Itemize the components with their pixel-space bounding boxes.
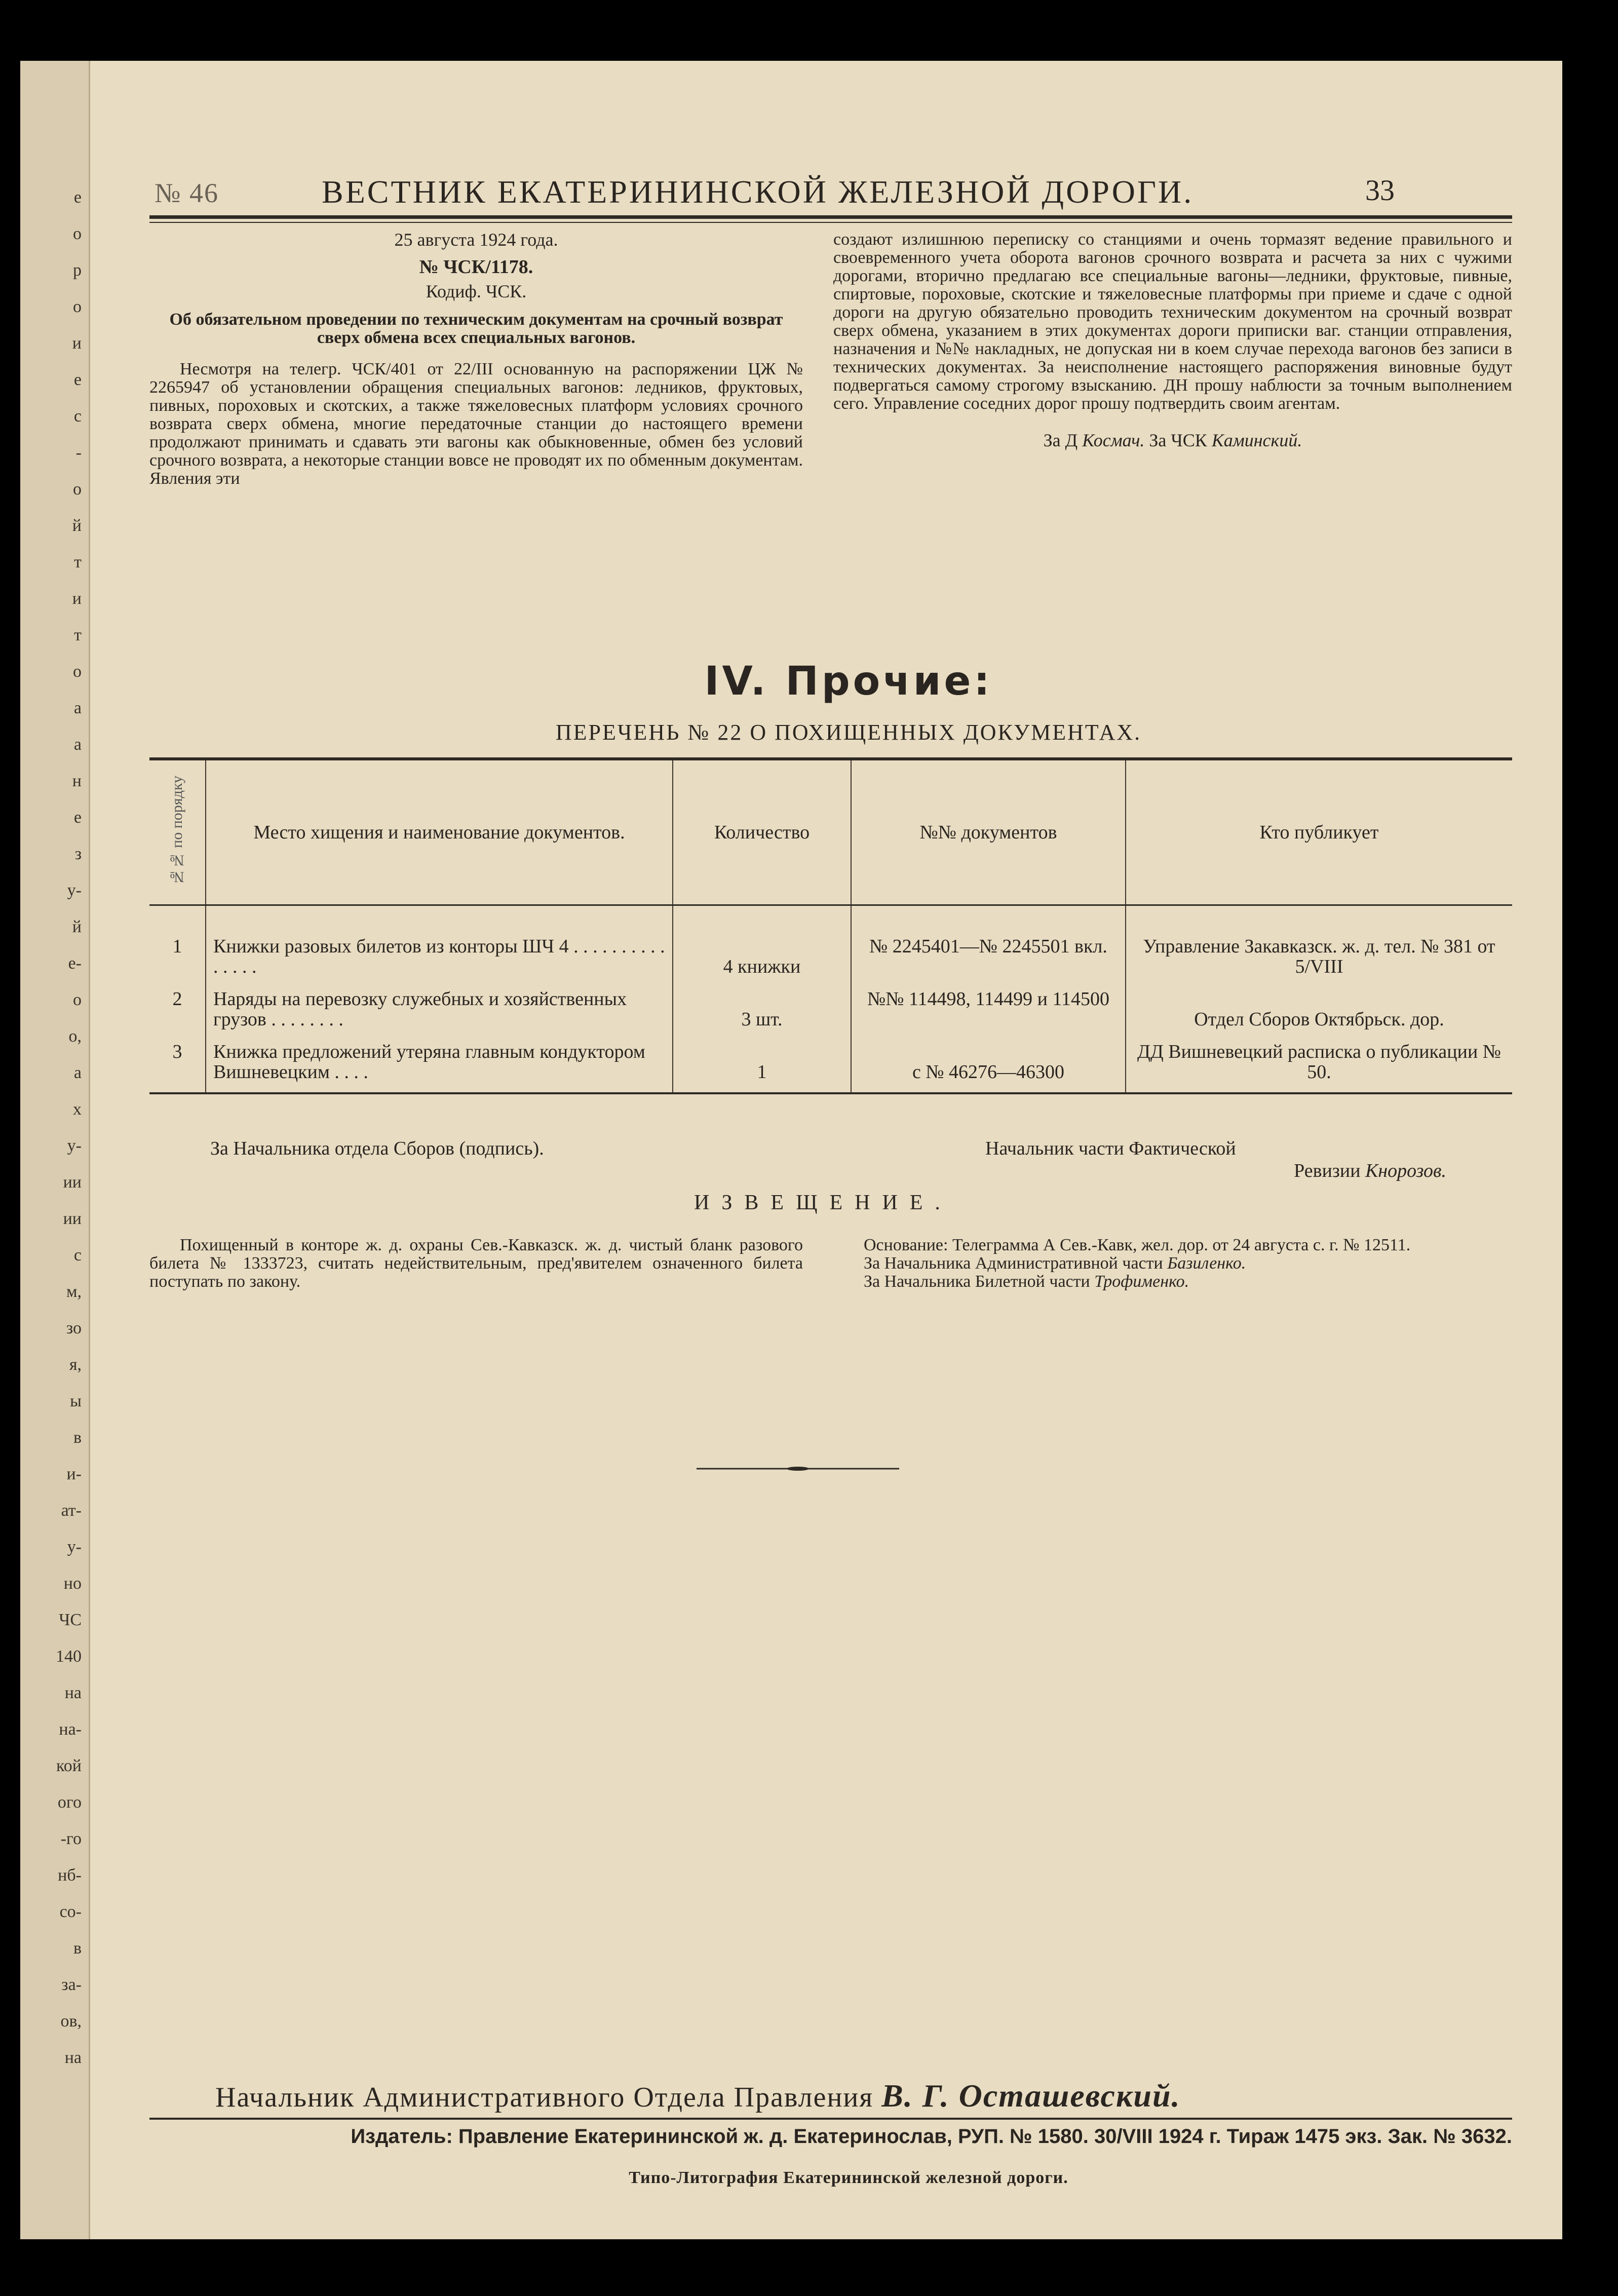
- footer-publisher: Издатель: Правление Екатерининской ж. д. Екатеринослав, РУП. № 1580. 30/VIII 1924 г. Тираж 1475 экз. Зак. № 3632.: [351, 2125, 1512, 2148]
- previous-page-fragment: й: [72, 516, 82, 535]
- notice-basis: Основание: Телеграмма А Сев.-Кавк, жел. дор. от 24 августа с. г. № 12511.: [864, 1236, 1411, 1254]
- previous-page-fragment: в: [73, 1428, 82, 1447]
- previous-page-fragment: на: [64, 1683, 82, 1702]
- previous-page-fragment: и: [72, 589, 82, 608]
- signature-right-title: Ревизии: [1294, 1160, 1361, 1181]
- notice-left-text: Похищенный в конторе ж. д. охраны Сев.-Кавказск. ж. д. чистый бланк разового билета № 1333723, считать недействительным, пред'явителем означенного билета поступать по закону.: [149, 1236, 803, 1291]
- col-header-number: №№ по порядку: [169, 776, 185, 886]
- previous-page-fragment: р: [73, 261, 82, 280]
- previous-page-fragment: зо: [66, 1319, 82, 1337]
- previous-page-fragment: м,: [66, 1282, 82, 1301]
- previous-page-fragment: у-: [67, 1538, 82, 1556]
- order-codif: Кодиф. ЧСК.: [426, 281, 527, 301]
- page-number: 33: [1365, 174, 1395, 207]
- previous-page-fragment: ат-: [61, 1501, 82, 1520]
- col-header-place: Место хищения и наименование документов.: [206, 759, 673, 905]
- scanned-page: [20, 61, 1562, 2239]
- previous-page-fragment: х: [73, 1100, 82, 1119]
- cell-number: 3: [149, 1036, 206, 1093]
- stolen-documents-table: [149, 757, 1512, 1094]
- signature-name-1: Космач.: [1082, 430, 1145, 450]
- order-body-right: создают излишнюю переписку со станциями и очень тормазят ведение правильного и своевременного учета оборота вагонов срочного возврата и расчета за них с чужими дорогами, вторично предлагаю все специальные вагоны—ледники, фруктовые, пивные, спиртовые, пороховые, скотские и тяжеловесные платформы при приеме и сдаче с одной дороги на другую обязательно проводить техническим документом на срочный возврат сверх обмена, указанием в этих документах дороги приписки ваг. станции отправления, назначения и №№ накладных, не допуская ни в коем случае перехода вагонов без записи в технических документах. За неисполнение настоящего распоряжения виновные будут подвергаться самому строгому взысканию. ДН прошу наблюсти за точным выполнением сего. Управление соседних дорог прошу подтвердить своим агентам.: [833, 230, 1512, 413]
- issue-number: № 46: [155, 178, 219, 208]
- previous-page-fragment: я,: [69, 1355, 82, 1374]
- col-header-quantity: Количество: [673, 759, 851, 905]
- previous-page-fragment: в: [73, 1939, 82, 1958]
- notice-title: ИЗВЕЩЕНИЕ.: [694, 1191, 952, 1214]
- cell-place: Книжки разовых билетов из конторы ШЧ 4 . . . . . . . . . . . . . . .: [206, 905, 673, 983]
- previous-page-fragment: а: [73, 735, 82, 754]
- cell-quantity: 1: [673, 1036, 851, 1093]
- previous-page-fragment: о,: [68, 1027, 82, 1046]
- signature-right: [970, 1137, 1446, 1182]
- col-header-publisher: Кто публикует: [1126, 759, 1512, 905]
- previous-page-fragment: кой: [56, 1756, 82, 1775]
- header-rule: [149, 215, 1512, 219]
- signature-right-line2: [970, 1160, 1446, 1182]
- cell-number: 1: [172, 936, 182, 958]
- order-left-column: [149, 231, 803, 488]
- page-sheet: [89, 61, 1562, 2239]
- previous-page-fragment: о: [73, 297, 82, 316]
- order-signature: [833, 431, 1512, 449]
- notice-left: [149, 1236, 803, 1291]
- order-heading: Об обязательном проведении по техническим документам на срочный возврат сверх обмена всех специальных вагонов.: [169, 310, 783, 347]
- previous-page-fragment: ии: [63, 1173, 82, 1192]
- previous-page-fragment: на-: [59, 1720, 82, 1739]
- signature-right-line1: Начальник части Фактической: [985, 1138, 1236, 1159]
- previous-page-fragment: нб-: [58, 1866, 82, 1885]
- cell-doc-numbers: №№ 114498, 114499 и 114500: [851, 983, 1126, 1036]
- previous-page-fragment: на: [64, 2048, 82, 2067]
- previous-page-fragment: у-: [67, 1136, 82, 1155]
- previous-page-fragment: со-: [59, 1902, 82, 1921]
- cell-place: Наряды на перевозку служебных и хозяйственных грузов . . . . . . . .: [206, 983, 673, 1036]
- cell-number: 2: [172, 988, 182, 1010]
- previous-page-fragment: о: [73, 224, 82, 243]
- cell-quantity: 4 книжки: [673, 905, 851, 983]
- list-title: ПЕРЕЧЕНЬ № 22 О ПОХИЩЕННЫХ ДОКУМЕНТАХ.: [555, 720, 1142, 745]
- previous-page-fragment: е-: [68, 954, 82, 973]
- order-date: 25 августа 1924 года.: [394, 229, 558, 250]
- previous-page-margin: [20, 61, 90, 2239]
- previous-page-fragment: т: [74, 553, 82, 571]
- cell-doc-numbers: № 2245401—№ 2245501 вкл.: [851, 905, 1126, 983]
- previous-page-fragment: -го: [60, 1829, 82, 1848]
- previous-page-fragment: о: [73, 480, 82, 499]
- previous-page-fragment: и: [72, 334, 82, 353]
- order-body-left: Несмотря на телегр. ЧСК/401 от 22/III основанную на распоряжении ЦЖ № 2265947 об установлении обращения специальных вагонов: ледников, фруктовых, пивных, пороховых и скотских, а также тяжеловесных платформ условиях срочного возврата сверх обмена, многие передаточные станции до настоящего времени продолжают принимать и сдавать эти вагоны как обыкновенные, обмен без условий срочного возврата, а некоторые станции вовсе не проводят их по обменным документам. Явления эти: [149, 360, 803, 488]
- order-right-column: [833, 231, 1512, 449]
- notice-signature-2: За Начальника Билетной части Трофименко.: [864, 1272, 1189, 1291]
- signature-prefix-2: За ЧСК: [1149, 430, 1207, 450]
- cell-quantity: 3 шт.: [673, 983, 851, 1036]
- col-header-doc-numbers: №№ документов: [851, 759, 1126, 905]
- previous-page-fragment: но: [63, 1574, 82, 1593]
- previous-page-fragment: ого: [57, 1793, 82, 1812]
- cell-publisher: Управление Закавказск. ж. д. тел. № 381 от 5/VIII: [1126, 905, 1512, 983]
- notice-signature-1-name: Базиленко.: [1167, 1254, 1246, 1273]
- ornament-divider: [697, 1467, 899, 1471]
- section-title: IV. Прочие:: [704, 659, 993, 704]
- footer-rule: [149, 2118, 1512, 2120]
- table-row: [149, 905, 1512, 983]
- previous-page-fragment: ов,: [60, 2012, 82, 2031]
- cell-doc-numbers: с № 46276—46300: [851, 1036, 1126, 1093]
- previous-page-fragment: а: [73, 1063, 82, 1082]
- previous-page-fragment: за-: [61, 1975, 82, 1994]
- previous-page-fragment: о: [73, 990, 82, 1009]
- previous-page-fragment: -: [75, 443, 82, 462]
- previous-page-fragment: у-: [67, 881, 82, 900]
- table-header-row: [149, 759, 1512, 905]
- signature-prefix-1: За Д: [1043, 430, 1078, 450]
- previous-page-fragment: й: [72, 917, 82, 936]
- signature-right-name: Кнорозов.: [1365, 1160, 1446, 1181]
- cell-place: Книжка предложений утеряна главным кондуктором Вишневецким . . . .: [206, 1036, 673, 1093]
- signature-name-2: Каминский.: [1211, 430, 1302, 450]
- header-rule-thin: [149, 222, 1512, 223]
- notice-signature-1: За Начальника Административной части Базиленко.: [864, 1254, 1246, 1273]
- journal-title: ВЕСТНИК ЕКАТЕРИНИНСКОЙ ЖЕЛЕЗНОЙ ДОРОГИ.: [322, 174, 1194, 210]
- previous-page-fragment: е: [73, 188, 82, 207]
- footer-chief: [215, 2077, 1181, 2115]
- cell-publisher: ДД Вишневецкий расписка о публикации № 50.: [1126, 1036, 1512, 1093]
- previous-page-fragment: а: [73, 699, 82, 717]
- order-number: № ЧСК/1178.: [419, 256, 533, 278]
- previous-page-fragment: ии: [63, 1209, 82, 1228]
- previous-page-fragment: и-: [66, 1465, 82, 1483]
- footer-chief-name: В. Г. Осташевский.: [881, 2078, 1181, 2114]
- previous-page-fragment: с: [73, 407, 82, 426]
- previous-page-fragment: о: [73, 662, 82, 681]
- signature-left: За Начальника отдела Сборов (подпись).: [210, 1138, 544, 1159]
- previous-page-fragment: с: [73, 1246, 82, 1265]
- previous-page-fragment: ЧС: [59, 1611, 82, 1629]
- table-row: [149, 1036, 1512, 1093]
- table-row: [149, 983, 1512, 1036]
- footer-printer: Типо-Литография Екатерининской железной дороги.: [629, 2168, 1068, 2187]
- previous-page-fragment: ы: [70, 1392, 82, 1410]
- footer-chief-title: Начальник Административного Отдела Правления: [215, 2082, 874, 2113]
- cell-publisher: Отдел Сборов Октябрьск. дор.: [1126, 983, 1512, 1036]
- previous-page-fragment: 140: [56, 1647, 82, 1666]
- previous-page-fragment: е: [73, 370, 82, 389]
- previous-page-fragment: т: [74, 626, 82, 644]
- notice-right: [833, 1236, 1512, 1291]
- previous-page-fragment: з: [74, 845, 82, 863]
- notice-signature-2-name: Трофименко.: [1094, 1272, 1189, 1291]
- previous-page-fragment: н: [72, 772, 82, 790]
- previous-page-fragment: е: [73, 808, 82, 827]
